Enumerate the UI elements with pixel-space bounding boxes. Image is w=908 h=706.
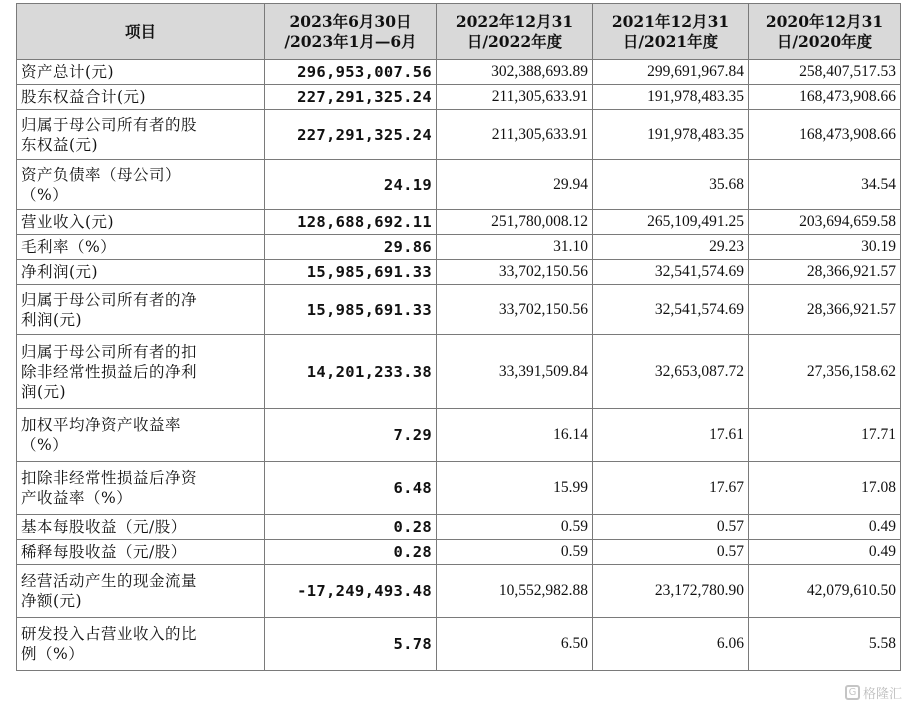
table-row xyxy=(17,409,901,462)
value-2021: 6.06 xyxy=(593,618,749,671)
header-2022: 2022年12月31 日/2022年度 xyxy=(437,4,593,60)
value-2021: 32,541,574.69 xyxy=(593,285,749,335)
value-2021: 23,172,780.90 xyxy=(593,565,749,618)
value-2022: 33,391,509.84 xyxy=(437,335,593,409)
value-2023h1: 6.48 xyxy=(265,462,437,515)
value-2020: 27,356,158.62 xyxy=(749,335,901,409)
value-2023h1: 24.19 xyxy=(265,160,437,210)
row-label: 营业收入(元) xyxy=(17,210,265,235)
table-row xyxy=(17,85,901,110)
value-2022: 33,702,150.56 xyxy=(437,285,593,335)
row-label: 稀释每股收益（元/股） xyxy=(17,540,265,565)
row-label: 资产负债率（母公司） （%） xyxy=(17,160,265,210)
value-2021: 32,653,087.72 xyxy=(593,335,749,409)
value-2021: 35.68 xyxy=(593,160,749,210)
value-2020: 0.49 xyxy=(749,540,901,565)
watermark xyxy=(845,683,902,702)
value-2022: 211,305,633.91 xyxy=(437,110,593,160)
row-label: 净利润(元) xyxy=(17,260,265,285)
value-2022: 33,702,150.56 xyxy=(437,260,593,285)
value-2023h1: 227,291,325.24 xyxy=(265,110,437,160)
value-2021: 191,978,483.35 xyxy=(593,110,749,160)
value-2020: 203,694,659.58 xyxy=(749,210,901,235)
value-2023h1: 0.28 xyxy=(265,515,437,540)
value-2022: 29.94 xyxy=(437,160,593,210)
value-2020: 17.08 xyxy=(749,462,901,515)
value-2023h1: 5.78 xyxy=(265,618,437,671)
table-row xyxy=(17,540,901,565)
row-label: 股东权益合计(元) xyxy=(17,85,265,110)
value-2020: 17.71 xyxy=(749,409,901,462)
row-label: 经营活动产生的现金流量 净额(元) xyxy=(17,565,265,618)
header-2023h1: 2023年6月30日 /2023年1月—6月 xyxy=(265,4,437,60)
value-2021: 17.67 xyxy=(593,462,749,515)
value-2020: 34.54 xyxy=(749,160,901,210)
value-2020: 168,473,908.66 xyxy=(749,110,901,160)
row-label: 扣除非经常性损益后净资 产收益率（%） xyxy=(17,462,265,515)
value-2020: 0.49 xyxy=(749,515,901,540)
value-2022: 211,305,633.91 xyxy=(437,85,593,110)
value-2020: 5.58 xyxy=(749,618,901,671)
row-label: 资产总计(元) xyxy=(17,60,265,85)
table-row xyxy=(17,210,901,235)
value-2023h1: 15,985,691.33 xyxy=(265,285,437,335)
value-2023h1: 29.86 xyxy=(265,235,437,260)
value-2021: 32,541,574.69 xyxy=(593,260,749,285)
value-2023h1: 128,688,692.11 xyxy=(265,210,437,235)
value-2021: 17.61 xyxy=(593,409,749,462)
value-2020: 42,079,610.50 xyxy=(749,565,901,618)
value-2022: 15.99 xyxy=(437,462,593,515)
table-row xyxy=(17,285,901,335)
value-2021: 0.57 xyxy=(593,540,749,565)
value-2023h1: 296,953,007.56 xyxy=(265,60,437,85)
row-label: 归属于母公司所有者的净 利润(元) xyxy=(17,285,265,335)
row-label: 归属于母公司所有者的股 东权益(元) xyxy=(17,110,265,160)
table-row xyxy=(17,565,901,618)
value-2020: 30.19 xyxy=(749,235,901,260)
value-2023h1: 0.28 xyxy=(265,540,437,565)
watermark-text: 格隆汇 xyxy=(862,687,902,702)
table-row xyxy=(17,160,901,210)
row-label: 基本每股收益（元/股） xyxy=(17,515,265,540)
value-2022: 302,388,693.89 xyxy=(437,60,593,85)
table-row xyxy=(17,335,901,409)
financial-table xyxy=(16,3,901,671)
header-item: 项目 xyxy=(17,4,265,60)
row-label: 加权平均净资产收益率 （%） xyxy=(17,409,265,462)
header-2021: 2021年12月31 日/2021年度 xyxy=(593,4,749,60)
value-2023h1: 14,201,233.38 xyxy=(265,335,437,409)
value-2023h1: 7.29 xyxy=(265,409,437,462)
value-2021: 29.23 xyxy=(593,235,749,260)
value-2021: 299,691,967.84 xyxy=(593,60,749,85)
value-2021: 191,978,483.35 xyxy=(593,85,749,110)
value-2021: 265,109,491.25 xyxy=(593,210,749,235)
value-2020: 28,366,921.57 xyxy=(749,260,901,285)
table-header-row xyxy=(17,4,901,60)
value-2020: 28,366,921.57 xyxy=(749,285,901,335)
value-2021: 0.57 xyxy=(593,515,749,540)
table-row xyxy=(17,235,901,260)
value-2022: 0.59 xyxy=(437,540,593,565)
value-2022: 16.14 xyxy=(437,409,593,462)
row-label: 归属于母公司所有者的扣 除非经常性损益后的净利 润(元) xyxy=(17,335,265,409)
value-2022: 31.10 xyxy=(437,235,593,260)
value-2023h1: 227,291,325.24 xyxy=(265,85,437,110)
value-2022: 10,552,982.88 xyxy=(437,565,593,618)
table-row xyxy=(17,515,901,540)
gelonghui-logo-icon: G xyxy=(845,685,860,700)
value-2022: 6.50 xyxy=(437,618,593,671)
table-row xyxy=(17,462,901,515)
value-2023h1: 15,985,691.33 xyxy=(265,260,437,285)
value-2020: 168,473,908.66 xyxy=(749,85,901,110)
row-label: 研发投入占营业收入的比 例（%） xyxy=(17,618,265,671)
header-2020: 2020年12月31 日/2020年度 xyxy=(749,4,901,60)
value-2020: 258,407,517.53 xyxy=(749,60,901,85)
row-label: 毛利率（%） xyxy=(17,235,265,260)
table-row xyxy=(17,60,901,85)
table-row xyxy=(17,260,901,285)
value-2023h1: -17,249,493.48 xyxy=(265,565,437,618)
table-row xyxy=(17,618,901,671)
value-2022: 0.59 xyxy=(437,515,593,540)
value-2022: 251,780,008.12 xyxy=(437,210,593,235)
table-row xyxy=(17,110,901,160)
